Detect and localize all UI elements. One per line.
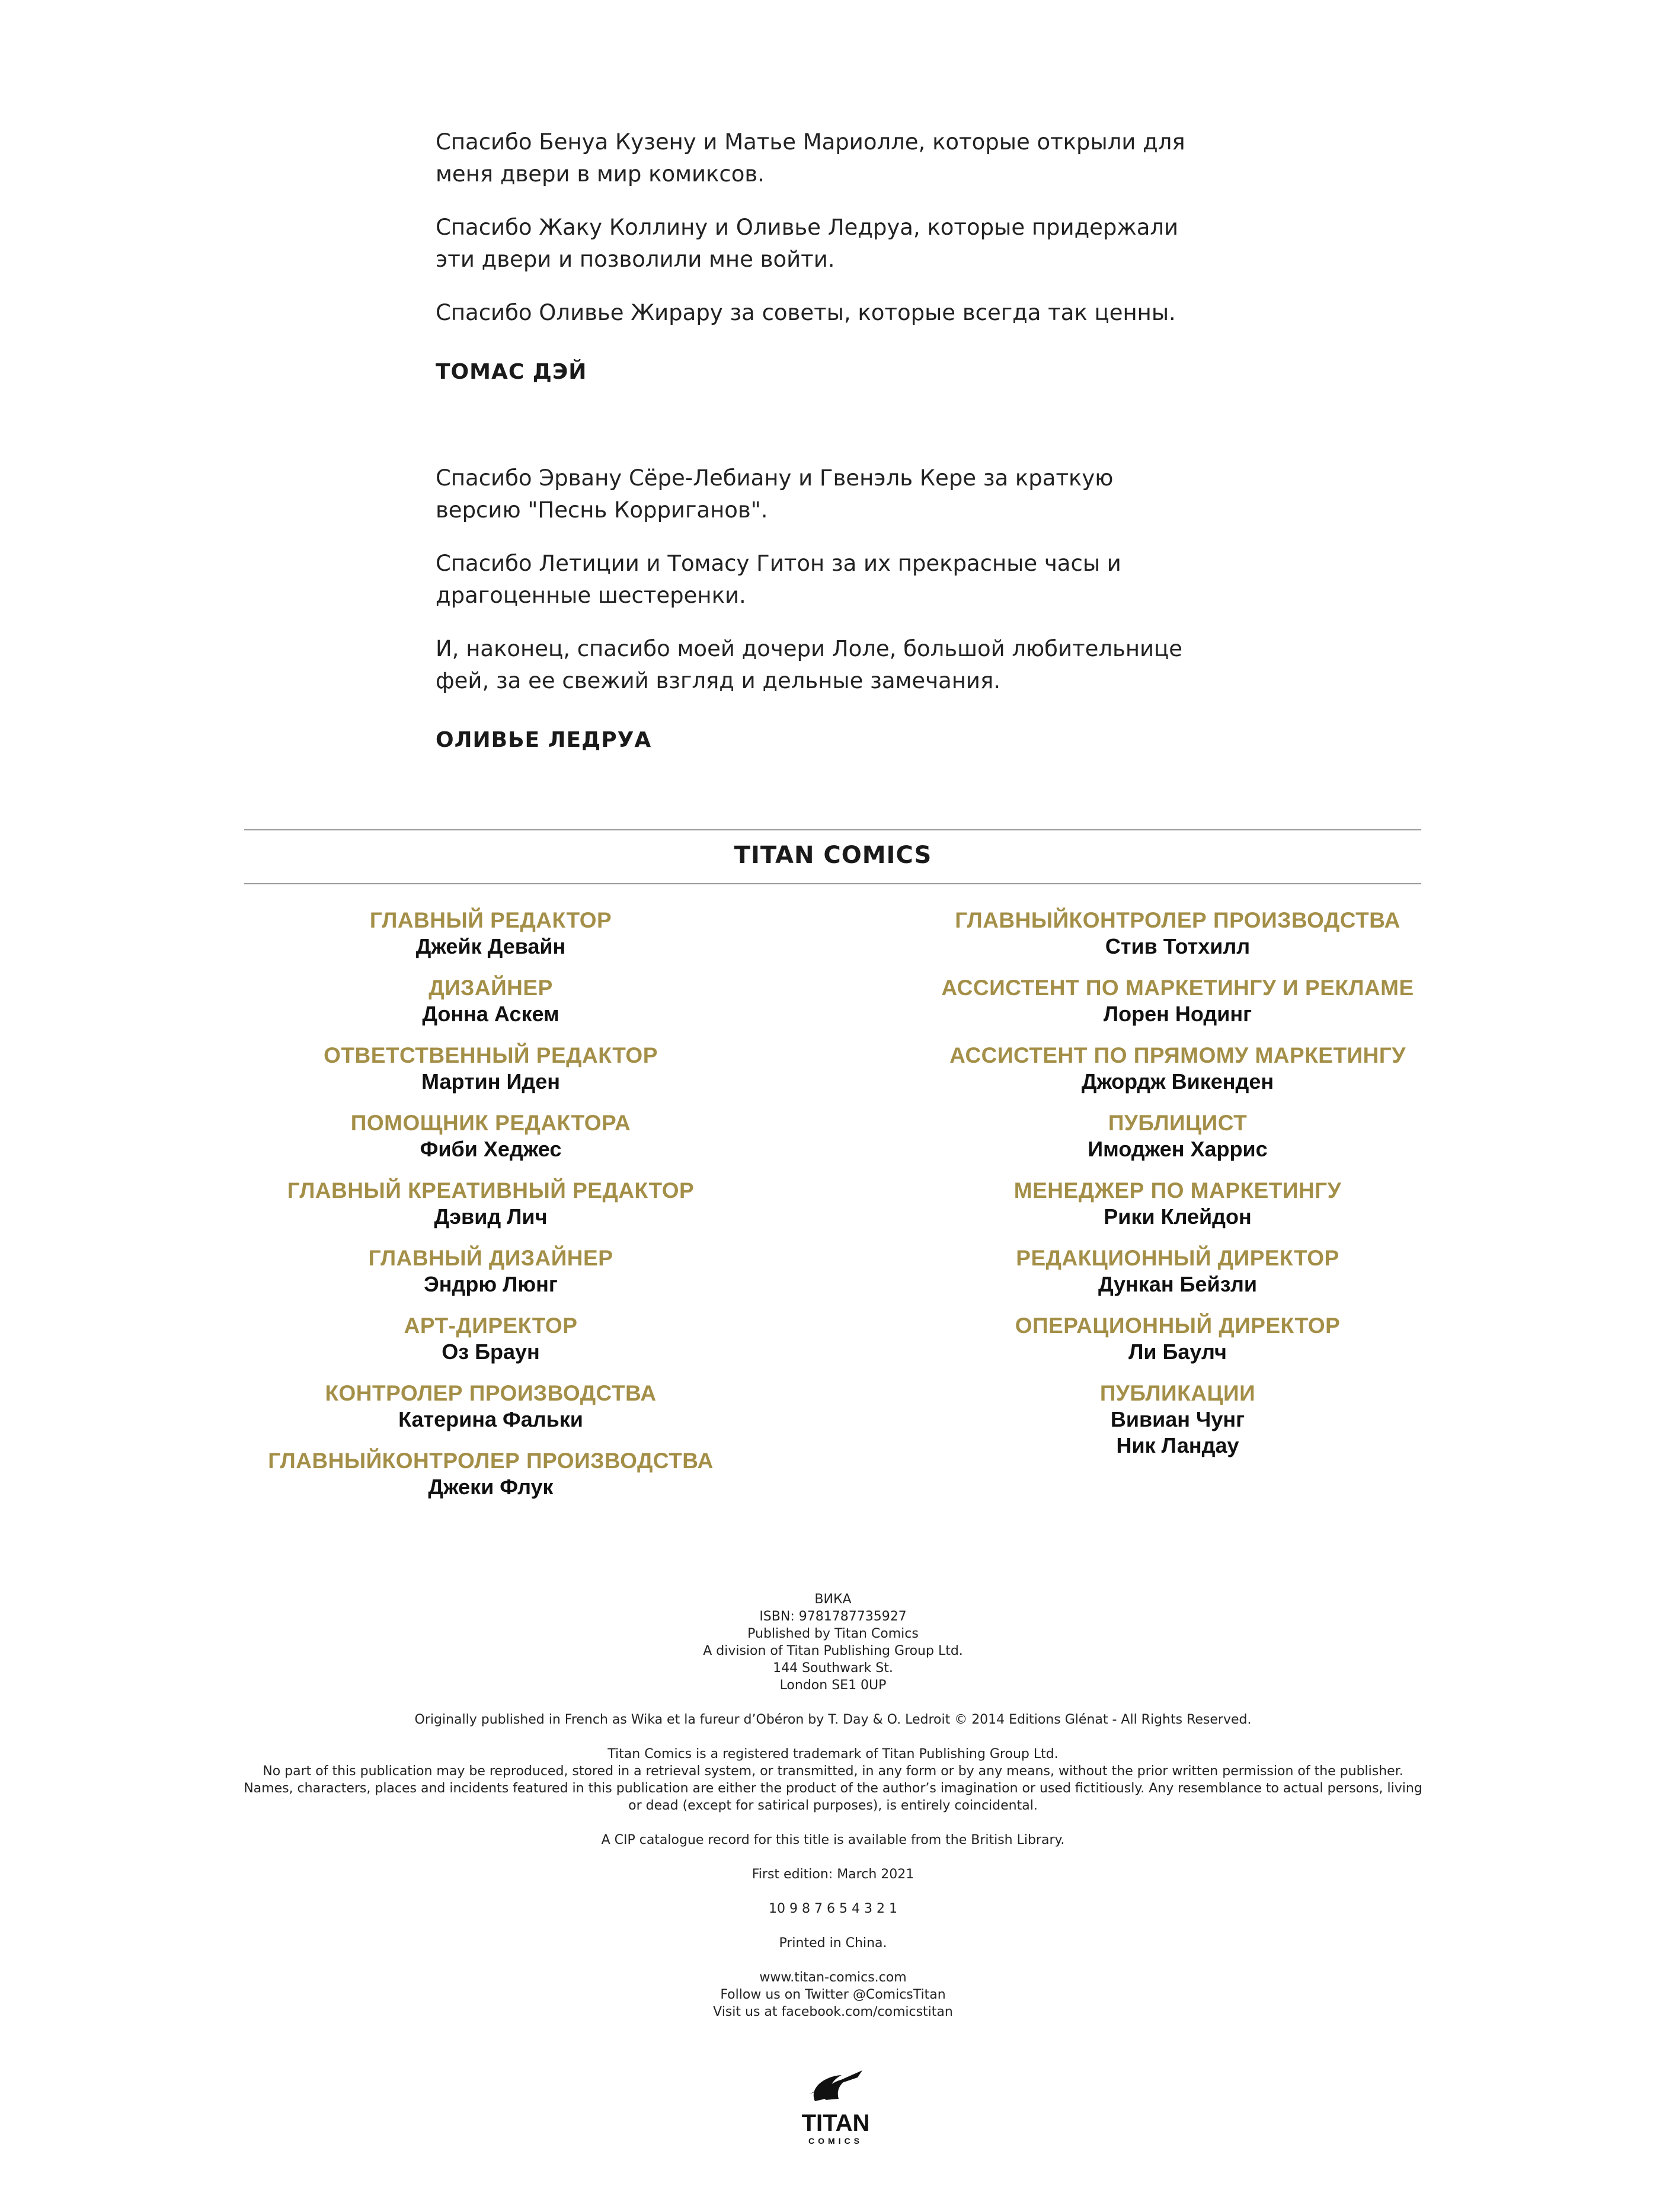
credit-name: Ник Ландау (1116, 1433, 1239, 1457)
credit-role: ГЛАВНЫЙКОНТРОЛЕР ПРОИЗВОДСТВА (955, 908, 1400, 932)
imprint-line: London SE1 0UP (779, 1678, 887, 1693)
thanks-line: Спасибо Оливье Жирару за советы, которые всегда так ценны. (436, 300, 1176, 325)
credit-name: Джордж Викенден (1081, 1069, 1274, 1094)
thanks-line: версию "Песнь Корриганов". (436, 497, 768, 523)
logo-main-text: TITAN (801, 2110, 870, 2136)
credit-role: АССИСТЕНТ ПО ПРЯМОМУ МАРКЕТИНГУ (949, 1043, 1406, 1067)
thanks-paragraph (436, 633, 1265, 697)
imprint-group (0, 1935, 1666, 1952)
thanks-paragraph (436, 212, 1265, 276)
signature: ОЛИВЬЕ ЛЕДРУА (436, 728, 652, 752)
credit-name: Оз Браун (442, 1340, 540, 1364)
credit-name: Имоджен Харрис (1088, 1137, 1268, 1161)
credit-role: ПОМОЩНИК РЕДАКТОРА (350, 1111, 631, 1135)
credit-entry (194, 1042, 787, 1095)
imprint-line: Names, characters, places and incidents featured in this publication are either the product of the author’s imagination or used fictitiously. Any resemblance to actual persons, living (244, 1781, 1422, 1796)
imprint-notice (0, 1591, 1666, 2038)
imprint-line: ВИКА (814, 1592, 852, 1607)
credit-entry (194, 974, 787, 1027)
imprint-line: Visit us at facebook.com/comicstitan (713, 2005, 953, 2019)
credit-entry (194, 1312, 787, 1365)
thanks-block-author (436, 126, 1265, 384)
credit-name: Дэвид Лич (434, 1204, 548, 1229)
credit-role: КОНТРОЛЕР ПРОИЗВОДСТВА (325, 1381, 657, 1405)
credit-name: Дункан Бейзли (1098, 1272, 1258, 1296)
credit-name: Донна Аскем (422, 1002, 559, 1026)
credit-role: ПУБЛИЦИСТ (1108, 1111, 1248, 1135)
credit-role: АРТ-ДИРЕКТОР (404, 1313, 578, 1338)
credit-entry (194, 1380, 787, 1433)
imprint-line: ISBN: 9781787735927 (759, 1609, 907, 1624)
credit-name: Вивиан Чунг (1110, 1407, 1245, 1431)
credit-entry (881, 1110, 1474, 1162)
thanks-line: меня двери в мир комиксов. (436, 161, 765, 187)
imprint-line: A division of Titan Publishing Group Ltd. (703, 1644, 963, 1658)
credit-role: МЕНЕДЖЕР ПО МАРКЕТИНГУ (1013, 1178, 1342, 1203)
credit-name: Джеки Флук (428, 1475, 554, 1499)
thanks-line: Спасибо Жаку Коллину и Оливье Ледруа, которые придержали (436, 215, 1179, 240)
imprint-line: Follow us on Twitter @ComicsTitan (720, 1987, 946, 2002)
credits-column-right (881, 907, 1474, 1473)
credit-entry (881, 907, 1474, 960)
credit-role: ДИЗАЙНЕР (429, 976, 553, 1000)
imprint-line: First edition: March 2021 (752, 1867, 914, 1882)
thanks-line: Спасибо Летиции и Томасу Гитон за их прекрасные часы и (436, 551, 1121, 576)
titan-logo-icon (791, 2064, 880, 2153)
imprint-line: A CIP catalogue record for this title is available from the British Library. (601, 1833, 1065, 1847)
credit-name: Джейк Девайн (415, 934, 566, 958)
thanks-line: Спасибо Эрвану Сёре-Лебиану и Гвенэль Кере за краткую (436, 465, 1114, 491)
imprint-line: No part of this publication may be reproduced, stored in a retrieval system, or transmitted, in any form or by any means, without the prior written permission of the publisher. (263, 1764, 1403, 1779)
imprint-line: 144 Southwark St. (773, 1661, 893, 1676)
imprint-group (0, 1711, 1666, 1728)
credit-role: ГЛАВНЫЙ РЕДАКТОР (369, 908, 612, 932)
credit-name: Катерина Фальки (398, 1407, 583, 1431)
credit-role: ПУБЛИКАЦИИ (1099, 1381, 1256, 1405)
imprint-line: Titan Comics is a registered trademark of Titan Publishing Group Ltd. (607, 1747, 1059, 1762)
credit-entry (881, 1380, 1474, 1459)
credit-name: Лорен Нодинг (1103, 1002, 1252, 1026)
titan-comics-logo (791, 2064, 880, 2153)
imprint-group (0, 1969, 1666, 2021)
imprint-group (0, 1866, 1666, 1883)
thanks-line: эти двери и позволили мне войти. (436, 247, 835, 272)
credit-entry (881, 1245, 1474, 1297)
credit-entry (194, 907, 787, 960)
signature: ТОМАС ДЭЙ (436, 360, 587, 384)
credit-entry (194, 1110, 787, 1162)
imprint-group (0, 1591, 1666, 1694)
credit-name: Стив Тотхилл (1105, 934, 1251, 958)
imprint-line: or dead (except for satirical purposes), is entirely coincidental. (628, 1798, 1038, 1813)
thanks-line: драгоценные шестеренки. (436, 583, 746, 608)
credit-role: ОПЕРАЦИОННЫЙ ДИРЕКТОР (1015, 1313, 1341, 1338)
credit-name: Эндрю Люнг (424, 1272, 558, 1296)
thanks-line: фей, за ее свежий взгляд и дельные замечания. (436, 668, 1000, 693)
publisher-heading: TITAN COMICS (734, 842, 932, 869)
thanks-line: И, наконец, спасибо моей дочери Лоле, большой любительнице (436, 636, 1183, 661)
imprint-line: www.titan-comics.com (759, 1970, 907, 1985)
credit-role: АССИСТЕНТ ПО МАРКЕТИНГУ И РЕКЛАМЕ (941, 976, 1414, 1000)
credit-entry (881, 1042, 1474, 1095)
credit-name: Фиби Хеджес (420, 1137, 562, 1161)
imprint-group (0, 1900, 1666, 1917)
credit-name: Рики Клейдон (1104, 1204, 1252, 1229)
credit-entry (881, 1177, 1474, 1230)
credit-entry (194, 1245, 787, 1297)
credit-role: ОТВЕТСТВЕННЫЙ РЕДАКТОР (324, 1043, 658, 1067)
imprint-line: Printed in China. (779, 1936, 887, 1951)
credit-name: Мартин Иден (421, 1069, 560, 1094)
credit-entry (881, 974, 1474, 1027)
imprint-group (0, 1746, 1666, 1814)
imprint-line: Originally published in French as Wika et la fureur d’Obéron by T. Day & O. Ledroit © 2014 Editions Glénat - All Rights Reserved. (414, 1712, 1252, 1727)
credit-role: ГЛАВНЫЙ ДИЗАЙНЕР (368, 1246, 613, 1270)
credits-column-left (194, 907, 787, 1515)
credit-entry (194, 1447, 787, 1500)
credit-role: ГЛАВНЫЙКОНТРОЛЕР ПРОИЗВОДСТВА (268, 1449, 714, 1473)
divider-top (244, 829, 1421, 830)
credit-entry (881, 1312, 1474, 1365)
credit-role: РЕДАКЦИОННЫЙ ДИРЕКТОР (1016, 1246, 1339, 1270)
thanks-paragraph (436, 126, 1265, 190)
divider-bottom (244, 883, 1421, 884)
thanks-block-artist (436, 462, 1265, 752)
credit-name: Ли Баулч (1128, 1340, 1227, 1364)
thanks-line: Спасибо Бенуа Кузену и Матье Мариолле, которые открыли для (436, 129, 1185, 155)
thanks-paragraph (436, 297, 1265, 329)
imprint-line: 10 9 8 7 6 5 4 3 2 1 (769, 1901, 897, 1916)
thanks-paragraph (436, 462, 1265, 526)
logo-sub-text: COMICS (808, 2136, 863, 2146)
credit-role: ГЛАВНЫЙ КРЕАТИВНЫЙ РЕДАКТОР (287, 1178, 695, 1203)
credit-entry (194, 1177, 787, 1230)
thanks-paragraph (436, 548, 1265, 612)
imprint-group (0, 1831, 1666, 1849)
imprint-line: Published by Titan Comics (747, 1626, 919, 1641)
